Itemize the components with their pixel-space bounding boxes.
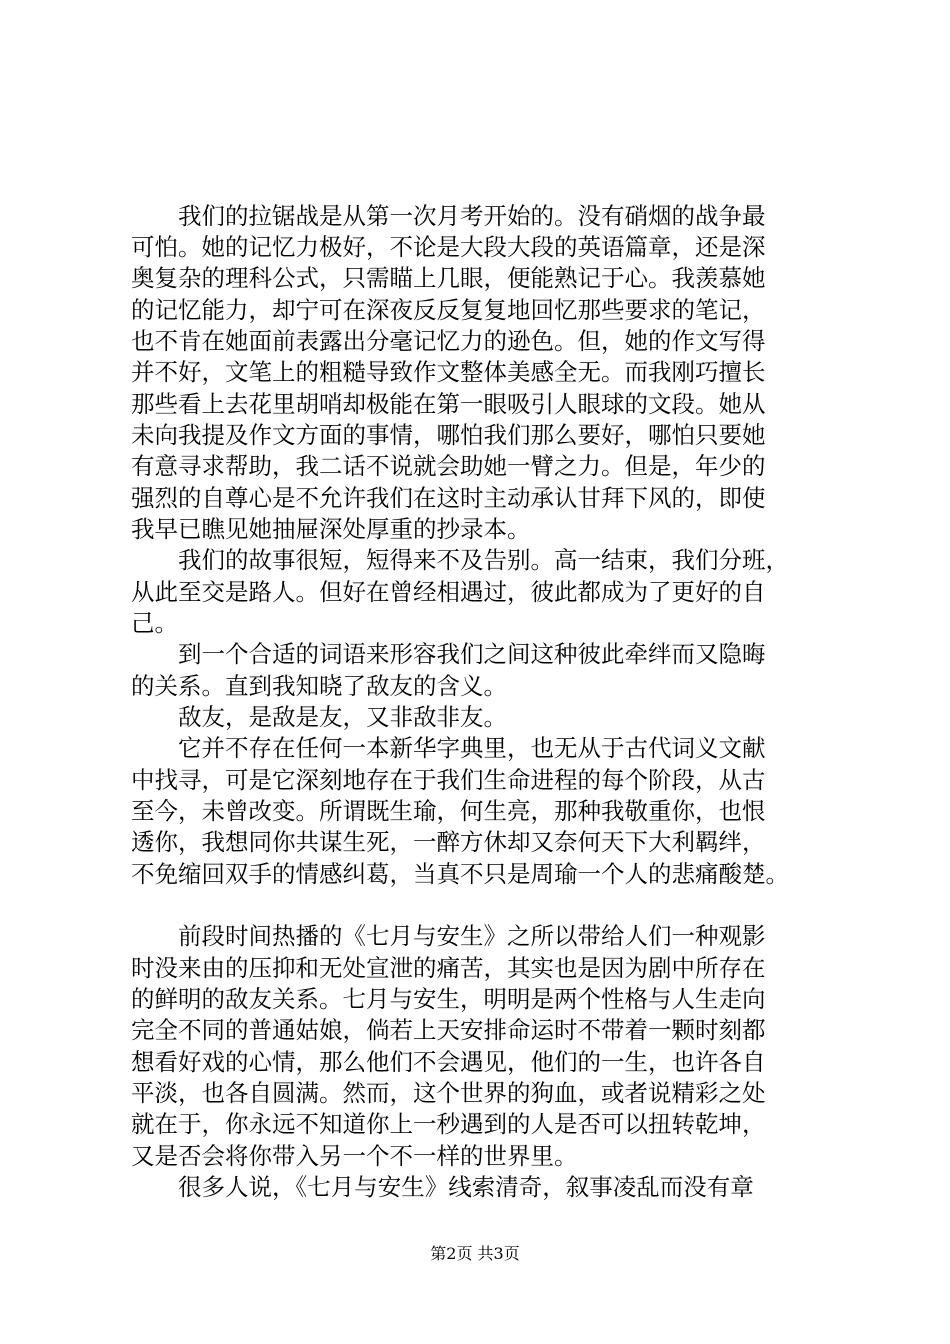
text-line: 中找寻，可是它深刻地存在于我们生命进程的每个阶段，从古 (131, 766, 766, 794)
text-line: 己。 (131, 609, 178, 637)
page-number: 第2页 共3页 (430, 1244, 520, 1263)
text-line: 它并不存在任何一本新华字典里，也无从于古代词义文献 (131, 734, 766, 762)
text-line: 很多人说，《七月与安生》线索清奇，叙事凌乱而没有章 (131, 1173, 754, 1201)
text-line: 的关系。直到我知晓了敌友的含义。 (131, 672, 507, 700)
text-line: 强烈的自尊心是不允许我们在这时主动承认甘拜下风的，即使 (131, 484, 766, 512)
text-line: 到一个合适的词语来形容我们之间这种彼此牵绊而又隐晦 (131, 640, 766, 668)
text-line: 奥复杂的理科公式，只需瞄上几眼，便能熟记于心。我羡慕她 (131, 264, 766, 292)
text-line: 又是否会将你带入另一个不一样的世界里。 (131, 1142, 578, 1170)
text-line: 可怕。她的记忆力极好，不论是大段大段的英语篇章，还是深 (131, 233, 766, 261)
text-line: 不免缩回双手的情感纠葛，当真不只是周瑜一个人的悲痛酸楚。 (131, 860, 789, 888)
text-line: 也不肯在她面前表露出分毫记忆力的逊色。但，她的作文写得 (131, 327, 766, 355)
text-line: 并不好，文笔上的粗糙导致作文整体美感全无。而我刚巧擅长 (131, 358, 766, 386)
text-line: 想看好戏的心情，那么他们不会遇见，他们的一生，也许各自 (131, 1048, 766, 1076)
text-line: 那些看上去花里胡哨却极能在第一眼吸引人眼球的文段。她从 (131, 390, 766, 418)
text-line: 有意寻求帮助，我二话不说就会助她一臂之力。但是，年少的 (131, 452, 766, 480)
text-line: 至今，未曾改变。所谓既生瑜，何生亮，那种我敬重你，也恨 (131, 797, 766, 825)
text-line: 时没来由的压抑和无处宣泄的痛苦，其实也是因为剧中所存在 (131, 954, 766, 982)
text-line: 完全不同的普通姑娘，倘若上天安排命运时不带着一颗时刻都 (131, 1016, 766, 1044)
text-line: 敌友，是敌是友，又非敌非友。 (131, 703, 507, 731)
text-line: 的鲜明的敌友关系。七月与安生，明明是两个性格与人生走向 (131, 985, 766, 1013)
text-line: 就在于，你永远不知道你上一秒遇到的人是否可以扭转乾坤， (131, 1110, 766, 1138)
text-line: 的记忆能力，却宁可在深夜反反复复地回忆那些要求的笔记， (131, 296, 766, 324)
text-line: 前段时间热播的《七月与安生》之所以带给人们一种观影 (131, 922, 766, 950)
text-line: 未向我提及作文方面的事情，哪怕我们那么要好，哪怕只要她 (131, 421, 766, 449)
text-line: 平淡，也各自圆满。然而，这个世界的狗血，或者说精彩之处 (131, 1079, 766, 1107)
text-line: 透你，我想同你共谋生死，一醉方休却又奈何天下大利羁绊， (131, 828, 766, 856)
text-line: 从此至交是路人。但好在曾经相遇过，彼此都成为了更好的自 (131, 578, 766, 606)
text-line: 我们的故事很短，短得来不及告别。高一结束，我们分班， (131, 546, 789, 574)
text-line: 我早已瞧见她抽屉深处厚重的抄录本。 (131, 515, 531, 543)
text-line: 我们的拉锯战是从第一次月考开始的。没有硝烟的战争最 (131, 202, 766, 230)
